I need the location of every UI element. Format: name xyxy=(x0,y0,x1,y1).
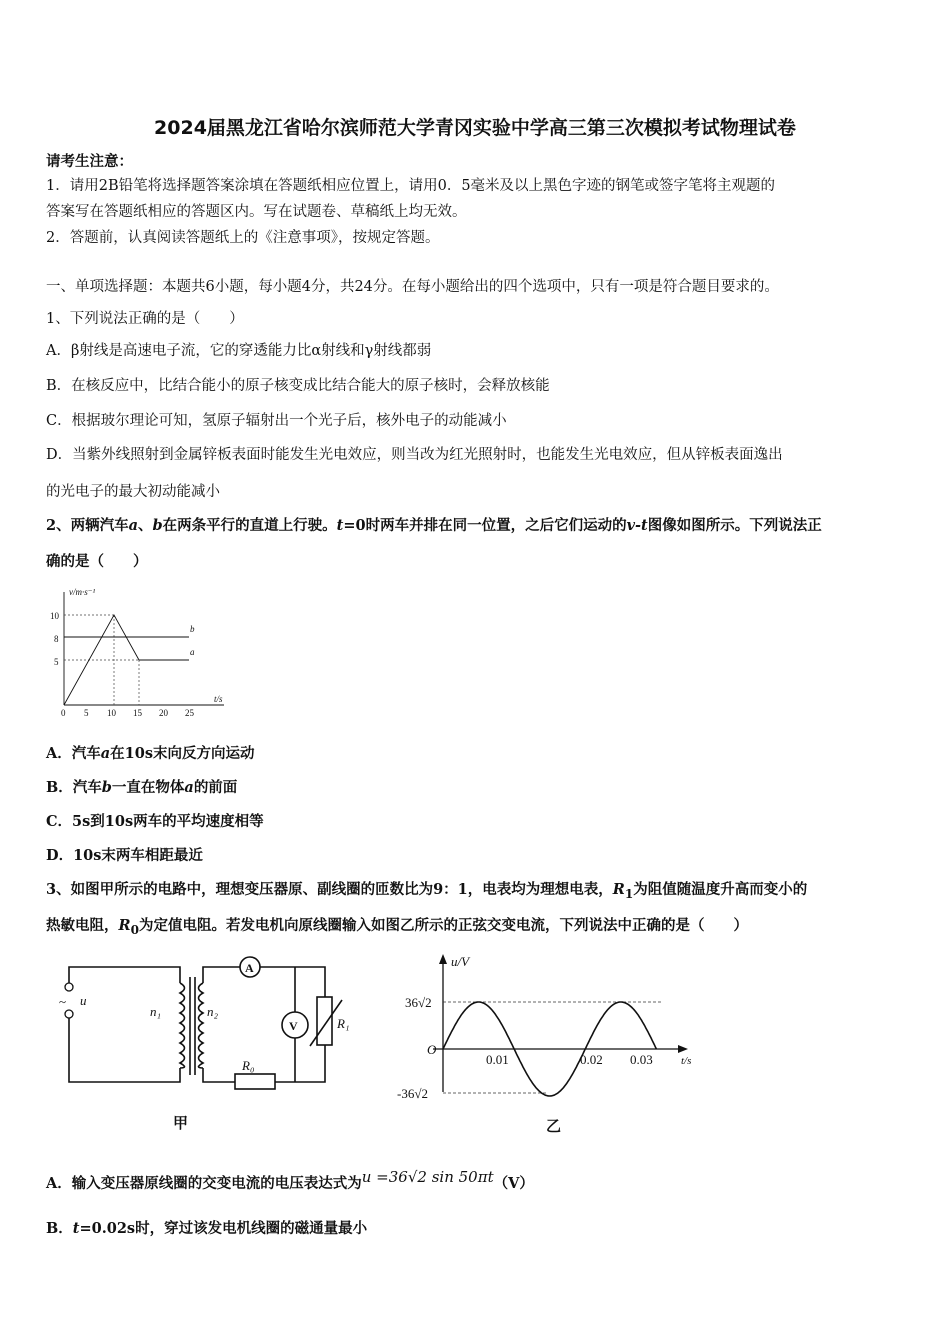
x-tick-label: 20 xyxy=(159,708,168,718)
x-tick-label: 15 xyxy=(133,708,142,718)
r0-label: R₀ xyxy=(242,1058,255,1073)
series-label-a: a xyxy=(190,647,195,657)
circuit-diagram xyxy=(55,950,350,1140)
notice-heading: 请考生注意： xyxy=(46,153,133,170)
ymax-label: 36√2 xyxy=(405,995,432,1010)
r1-label: R₁ xyxy=(337,1016,350,1031)
option-b: B．在核反应中，比结合能小的原子核变成比结合能大的原子核时，会释放核能 xyxy=(46,378,550,394)
svg-text:~: ~ xyxy=(59,994,67,1009)
ymin-label: -36√2 xyxy=(397,1086,428,1101)
option-a: A．β射线是高速电子流，它的穿透能力比α射线和γ射线都弱 xyxy=(46,343,432,359)
option-c: C．5s到10s两车的平均速度相等 xyxy=(46,813,264,830)
x-tick-label: 10 xyxy=(107,708,116,718)
notice-line: 2．答题前，认真阅读答题纸上的《注意事项》，按规定答题。 xyxy=(46,230,440,246)
x-tick-label: 0.03 xyxy=(630,1052,653,1067)
question-stem-cont: 热敏电阻，$R_0$为定值电阻。若发电机向原线圈输入如图乙所示的正弦交变电流，下列说法中正确的是（ ） xyxy=(46,917,748,937)
formula: u =36√2 sin 50πt xyxy=(361,1168,494,1186)
notice-line: 答案写在答题纸相应的答题区内。写在试题卷、草稿纸上均无效。 xyxy=(46,204,467,220)
option-b: B．t=0.02s时，穿过该发电机线圈的磁通量最小 xyxy=(46,1220,368,1237)
question-stem: 3、如图甲所示的电路中，理想变压器原、副线圈的匝数比为9：1，电表均为理想电表，$R_1$为阻值随温度升高而变小的 xyxy=(46,881,808,901)
option-a: A．汽车a在10s末向反方向运动 xyxy=(46,745,255,762)
y-tick-label: 10 xyxy=(50,611,59,621)
question-stem-cont: 确的是（ ） xyxy=(46,553,148,570)
x-tick-label: 0.02 xyxy=(580,1052,603,1067)
vt-chart xyxy=(42,582,232,722)
x-tick-label: 0 xyxy=(61,708,66,718)
origin-label: O xyxy=(427,1042,437,1057)
x-axis-arrow xyxy=(678,1045,688,1053)
sine-chart-caption: 乙 xyxy=(546,1119,562,1135)
y-tick-label: 8 xyxy=(54,634,59,644)
n1-label: n₁ xyxy=(150,1004,162,1019)
sine-chart xyxy=(393,950,703,1140)
x-tick-label: 5 xyxy=(84,708,89,718)
option-d-cont: 的光电子的最大初动能减小 xyxy=(46,484,220,500)
question-stem: 1、下列说法正确的是（ ） xyxy=(46,311,244,327)
circuit-caption: 甲 xyxy=(173,1116,189,1132)
option-a: A．输入变压器原线圈的交变电流的电压表达式为u =36√2 sin 50πt（V） xyxy=(46,1168,534,1192)
option-c: C．根据玻尔理论可知，氢原子辐射出一个光子后，核外电子的动能减小 xyxy=(46,413,507,429)
page-title: 2024届黑龙江省哈尔滨师范大学青冈实验中学高三第三次模拟考试物理试卷 xyxy=(154,117,796,139)
ammeter-label: A xyxy=(245,961,254,975)
series-a-line xyxy=(64,615,189,705)
x-axis-label: t/s xyxy=(214,694,223,704)
x-axis-label: t/s xyxy=(681,1055,692,1067)
voltmeter-label: V xyxy=(289,1019,298,1033)
y-axis-label: u/V xyxy=(451,954,470,969)
section-heading: 一、单项选择题：本题共6小题，每小题4分，共24分。在每小题给出的四个选项中，只有一项是符合题目要求的。 xyxy=(46,279,779,295)
option-d: D．10s末两车相距最近 xyxy=(46,847,203,864)
n2-label: n₂ xyxy=(207,1004,219,1019)
source-label: u xyxy=(80,993,87,1008)
series-label-b: b xyxy=(190,624,195,634)
x-tick-label: 25 xyxy=(185,708,194,718)
y-axis-arrow xyxy=(439,954,447,964)
option-d: D．当紫外线照射到金属锌板表面时能发生光电效应，则当改为红光照射时，也能发生光电效应，但从锌板表面逸出 xyxy=(46,447,783,463)
x-tick-label: 0.01 xyxy=(486,1052,509,1067)
y-tick-label: 5 xyxy=(54,657,59,667)
option-b: B．汽车b一直在物体a的前面 xyxy=(46,779,238,796)
y-axis-label: v/m·s⁻¹ xyxy=(69,587,96,597)
notice-line: 1．请用2B铅笔将选择题答案涂填在答题纸相应位置上，请用0．5毫米及以上黑色字迹的钢笔或签字笔将主观题的 xyxy=(46,178,776,194)
question-stem: 2、两辆汽车a、b在两条平行的直道上行驶。t=0时两车并排在同一位置，之后它们运动的v-t图像如图所示。下列说法正 xyxy=(46,517,822,534)
